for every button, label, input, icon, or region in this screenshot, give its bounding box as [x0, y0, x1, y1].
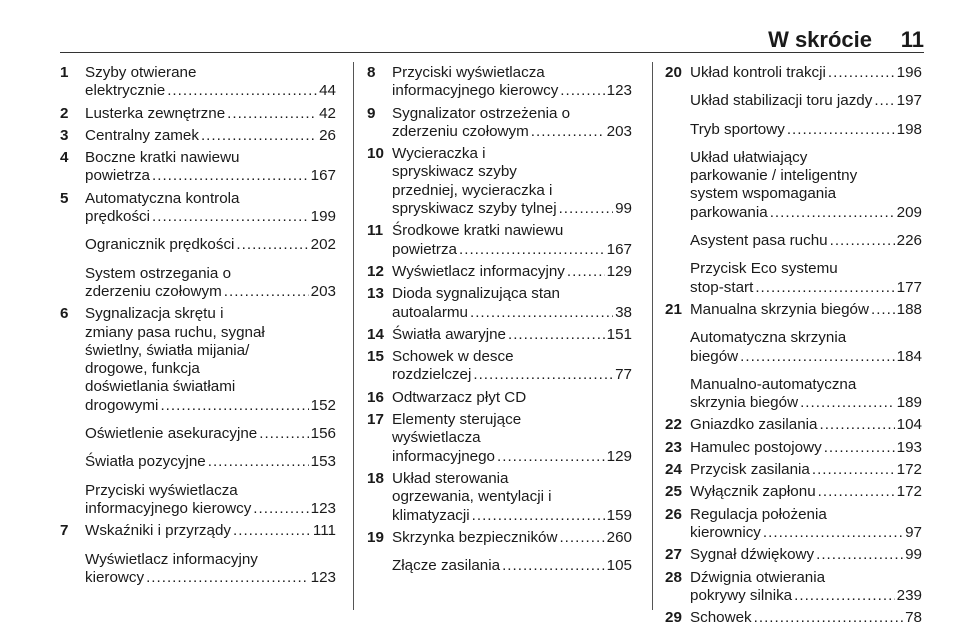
index-entry	[60, 265, 336, 302]
dot-leader	[224, 283, 309, 301]
dot-leader	[459, 241, 605, 259]
index-entry	[665, 609, 922, 627]
item-text-line: Centralny zamek	[85, 126, 199, 144]
item-description	[392, 263, 632, 281]
item-number	[60, 425, 85, 443]
item-text-line: wyświetlacza	[392, 429, 481, 447]
item-description	[392, 326, 632, 344]
item-description	[690, 461, 922, 479]
item-description	[85, 190, 336, 227]
item-description	[392, 389, 632, 407]
item-text-line: zderzeniu czołowym	[85, 282, 222, 300]
dot-leader	[800, 394, 895, 412]
item-text-line: zmiany pasa ruchu, sygnał	[85, 323, 265, 341]
page-reference: 167	[606, 240, 632, 258]
item-text-line: Lusterka zewnętrzne	[85, 104, 226, 122]
item-number	[665, 232, 690, 250]
dot-leader	[740, 348, 895, 366]
item-text-line: Automatyczna skrzynia	[690, 329, 847, 347]
dot-leader	[755, 279, 894, 297]
index-entry	[665, 506, 922, 543]
item-number: 8	[367, 64, 376, 81]
index-entry	[367, 470, 632, 525]
item-text-line: Złącze zasilania	[392, 557, 501, 575]
dot-leader	[146, 569, 309, 587]
item-description	[392, 222, 632, 259]
index-entry	[665, 301, 922, 319]
item-text-line: Tryb sportowy	[690, 120, 785, 138]
item-description	[690, 329, 922, 366]
item-description	[392, 470, 632, 525]
item-text-line: Ogranicznik prędkości	[85, 236, 235, 254]
page-reference: 153	[310, 453, 336, 471]
page-reference: 197	[896, 92, 922, 110]
item-number	[665, 92, 690, 110]
item-number	[60, 265, 85, 302]
page-reference: 105	[606, 557, 632, 575]
page-reference: 104	[896, 416, 922, 434]
index-entry	[60, 305, 336, 415]
page-reference: 129	[606, 262, 632, 280]
item-text-line: Gniazdko zasilania	[690, 416, 818, 434]
page-reference: 38	[615, 303, 632, 321]
item-text-line: Szyby otwierane	[85, 64, 197, 81]
page-reference: 44	[319, 82, 336, 100]
item-text-line: Układ sterowania	[392, 469, 509, 487]
index-entry	[367, 411, 632, 466]
index-entry	[367, 263, 632, 281]
index-entry	[665, 149, 922, 222]
item-text-line: Przyciski wyświetlacza	[85, 481, 238, 499]
index-entry	[367, 326, 632, 344]
page-reference: 156	[310, 425, 336, 443]
page-reference: 151	[606, 325, 632, 343]
page-reference: 239	[896, 586, 922, 604]
item-description	[690, 546, 922, 564]
item-text-line: Wskaźniki i przyrządy	[85, 522, 231, 540]
item-description	[690, 121, 922, 139]
page-reference: 129	[606, 447, 632, 465]
page-reference: 26	[319, 126, 336, 144]
item-text-line: kierowcy	[85, 568, 145, 586]
item-text-line: klimatyzacji	[392, 506, 470, 524]
item-number: 1	[60, 64, 69, 81]
index-entry	[665, 569, 922, 606]
index-entry	[665, 461, 922, 479]
item-description	[85, 453, 336, 471]
page-reference: 260	[606, 528, 632, 546]
item-description	[690, 92, 922, 110]
item-description	[392, 64, 632, 101]
item-number: 2	[60, 104, 69, 122]
item-text-line: Skrzynka bezpieczników	[392, 528, 558, 546]
dot-leader	[259, 425, 308, 443]
column-divider	[652, 62, 653, 610]
dot-leader	[560, 82, 604, 100]
item-number: 25	[665, 483, 682, 501]
item-number: 24	[665, 461, 682, 479]
item-description	[690, 569, 922, 606]
item-number: 11	[367, 222, 384, 240]
index-entry	[60, 425, 336, 443]
item-number: 27	[665, 546, 682, 564]
dot-leader	[559, 529, 604, 547]
dot-leader	[567, 263, 605, 281]
item-number: 20	[665, 64, 682, 81]
item-text-line: drogowymi	[85, 396, 159, 414]
item-text-line: świetlny, światła mijania/	[85, 341, 250, 359]
index-entry	[367, 389, 632, 407]
item-text-line: Hamulec postojowy	[690, 438, 822, 456]
index-entry	[60, 149, 336, 186]
item-description	[85, 551, 336, 588]
dot-leader	[816, 546, 903, 564]
dot-leader	[470, 304, 613, 322]
item-text-line: Boczne kratki nawiewu	[85, 149, 240, 167]
index-entry	[665, 64, 922, 82]
page-reference: 202	[310, 236, 336, 254]
item-text-line: Wycieraczka i	[392, 145, 486, 163]
item-text-line: Światła pozycyjne	[85, 453, 206, 471]
item-text-line: Dioda sygnalizująca stan	[392, 285, 561, 303]
page-reference: 42	[319, 104, 336, 122]
index-entry	[60, 105, 336, 123]
item-text-line: przedniej, wycieraczka i	[392, 181, 553, 199]
item-text-line: autoalarmu	[392, 303, 468, 321]
item-text-line: spryskiwacz szyby tylnej	[392, 200, 557, 218]
item-number	[665, 260, 690, 297]
item-text-line: Układ stabilizacji toru jazdy	[690, 92, 873, 110]
item-number: 29	[665, 609, 682, 627]
item-text-line: Automatyczna kontrola	[85, 189, 240, 207]
dot-leader	[201, 127, 317, 145]
item-text-line: Manualna skrzynia biegów	[690, 300, 869, 318]
index-entry	[665, 546, 922, 564]
page-reference: 188	[896, 300, 922, 318]
item-number: 19	[367, 528, 384, 546]
item-number: 7	[60, 522, 69, 540]
index-entry	[60, 551, 336, 588]
index-entry	[367, 348, 632, 385]
item-text-line: parkowanie / inteligentny	[690, 167, 858, 185]
dot-leader	[763, 524, 903, 542]
column-divider	[353, 62, 354, 610]
index-entry	[367, 285, 632, 322]
item-description	[690, 64, 922, 82]
page-reference: 123	[310, 499, 336, 517]
item-description	[690, 149, 922, 222]
page-reference: 99	[905, 546, 922, 564]
item-text-line: Światła awaryjne	[392, 325, 506, 343]
item-text-line: zderzeniu czołowym	[392, 122, 529, 140]
item-description	[690, 609, 922, 627]
item-text-line: Odtwarzacz płyt CD	[392, 388, 527, 406]
item-number: 13	[367, 285, 384, 303]
item-number	[60, 551, 85, 588]
dot-leader	[253, 500, 308, 518]
dot-leader	[152, 167, 309, 185]
dot-leader	[874, 92, 894, 110]
item-description	[85, 265, 336, 302]
item-number	[367, 557, 392, 575]
item-text-line: drogowe, funkcja	[85, 360, 200, 378]
page-reference: 196	[896, 64, 922, 81]
item-description	[690, 232, 922, 250]
item-description	[85, 236, 336, 254]
item-text-line: Układ kontroli trakcji	[690, 64, 826, 81]
item-text-line: informacyjnego	[392, 447, 495, 465]
item-text-line: parkowania	[690, 203, 768, 221]
dot-leader	[497, 448, 605, 466]
item-number: 15	[367, 348, 384, 366]
index-column-1	[60, 64, 336, 591]
item-number: 22	[665, 416, 682, 434]
dot-leader	[167, 82, 317, 100]
item-number: 4	[60, 149, 69, 167]
index-entry	[60, 482, 336, 519]
item-description	[690, 376, 922, 413]
index-column-2	[367, 64, 632, 579]
item-description	[85, 105, 336, 123]
item-number: 9	[367, 104, 376, 122]
dot-leader	[812, 461, 895, 479]
item-text-line: Schowek	[690, 609, 752, 627]
page-reference: 184	[896, 347, 922, 365]
item-number	[60, 482, 85, 519]
item-number: 6	[60, 305, 69, 323]
item-text-line: Wyświetlacz informacyjny	[392, 262, 565, 280]
item-text-line: Sygnalizator ostrzeżenia o	[392, 104, 571, 122]
page-reference: 203	[310, 282, 336, 300]
page-number: 11	[900, 27, 924, 52]
item-text-line: kierownicy	[690, 523, 761, 541]
item-description	[392, 145, 632, 218]
dot-leader	[770, 204, 895, 222]
dot-leader	[830, 232, 895, 250]
index-entry	[60, 236, 336, 254]
item-text-line: powietrza	[392, 240, 457, 258]
item-number	[665, 149, 690, 222]
item-text-line: elektrycznie	[85, 82, 166, 100]
page-title: W skrócie	[768, 27, 872, 52]
index-entry	[665, 260, 922, 297]
dot-leader	[473, 366, 613, 384]
dot-leader	[787, 121, 895, 139]
item-number: 23	[665, 438, 682, 456]
dot-leader	[152, 208, 309, 226]
index-entry	[60, 453, 336, 471]
page-reference: 99	[615, 200, 632, 218]
item-number	[665, 329, 690, 366]
page-reference: 152	[310, 396, 336, 414]
item-text-line: Przyciski wyświetlacza	[392, 64, 545, 81]
page-reference: 123	[606, 82, 632, 100]
dot-leader	[208, 453, 309, 471]
dot-leader	[472, 507, 605, 525]
index-entry	[665, 416, 922, 434]
dot-leader	[794, 587, 895, 605]
page-header	[60, 24, 924, 53]
page-reference: 172	[896, 483, 922, 501]
index-entry	[60, 64, 336, 101]
index-entry	[60, 127, 336, 145]
item-number	[665, 121, 690, 139]
item-text-line: Regulacja położenia	[690, 505, 827, 523]
item-text-line: Elementy sterujące	[392, 411, 522, 429]
index-entry	[665, 92, 922, 110]
page-reference: 189	[896, 394, 922, 412]
item-description	[690, 260, 922, 297]
item-text-line: Manualno-automatyczna	[690, 375, 857, 393]
item-text-line: Wyłącznik zapłonu	[690, 483, 816, 501]
item-text-line: rozdzielczej	[392, 366, 472, 384]
item-text-line: Oświetlenie asekuracyjne	[85, 425, 258, 443]
item-number: 14	[367, 325, 384, 343]
item-number: 12	[367, 262, 384, 280]
item-number: 18	[367, 469, 384, 487]
item-description	[392, 285, 632, 322]
dot-leader	[160, 397, 308, 415]
item-description	[85, 425, 336, 443]
item-description	[85, 149, 336, 186]
item-number	[665, 376, 690, 413]
page-reference: 159	[606, 506, 632, 524]
item-description	[690, 483, 922, 501]
item-text-line: spryskiwacz szyby	[392, 163, 517, 181]
page-reference: 203	[606, 122, 632, 140]
dot-leader	[871, 301, 895, 319]
item-description	[690, 439, 922, 457]
page-reference: 226	[896, 232, 922, 250]
dot-leader	[819, 416, 894, 434]
item-number: 26	[665, 505, 682, 523]
item-text-line: ogrzewania, wentylacji i	[392, 488, 552, 506]
item-description	[392, 557, 632, 575]
item-text-line: Wyświetlacz informacyjny	[85, 550, 258, 568]
item-text-line: Przycisk Eco systemu	[690, 260, 838, 278]
item-description	[85, 522, 336, 540]
item-text-line: informacyjnego kierowcy	[392, 82, 559, 100]
page-reference: 177	[896, 278, 922, 296]
item-number: 5	[60, 189, 69, 207]
item-description	[690, 506, 922, 543]
dot-leader	[233, 522, 311, 540]
dot-leader	[502, 557, 605, 575]
item-description	[85, 305, 336, 415]
item-text-line: System ostrzegania o	[85, 264, 232, 282]
page-reference: 78	[905, 609, 922, 627]
dot-leader	[531, 123, 605, 141]
item-description	[392, 411, 632, 466]
item-text-line: Układ ułatwiający	[690, 148, 808, 166]
item-text-line: Dźwignia otwierania	[690, 568, 826, 586]
dot-leader	[754, 609, 903, 627]
item-number: 10	[367, 145, 384, 163]
index-entry	[367, 222, 632, 259]
index-entry	[665, 329, 922, 366]
item-text-line: system wspomagania	[690, 185, 837, 203]
item-text-line: Sygnał dźwiękowy	[690, 546, 815, 564]
page-reference: 167	[310, 167, 336, 185]
page-reference: 209	[896, 203, 922, 221]
index-column-3	[665, 64, 922, 631]
index-entry	[367, 557, 632, 575]
item-text-line: prędkości	[85, 208, 150, 226]
dot-leader	[236, 236, 308, 254]
index-entry	[367, 105, 632, 142]
index-entry	[367, 145, 632, 218]
item-text-line: Schowek w desce	[392, 348, 514, 366]
page-reference: 193	[896, 438, 922, 456]
item-number	[60, 453, 85, 471]
index-entry	[665, 121, 922, 139]
page-reference: 198	[896, 120, 922, 138]
item-text-line: Sygnalizacja skrętu i	[85, 305, 224, 323]
page-reference: 111	[312, 522, 336, 540]
item-text-line: doświetlania światłami	[85, 378, 236, 396]
index-entry	[367, 64, 632, 101]
page-reference: 199	[310, 208, 336, 226]
item-description	[690, 301, 922, 319]
item-text-line: skrzynia biegów	[690, 394, 799, 412]
item-description	[392, 105, 632, 142]
item-description	[85, 482, 336, 519]
item-text-line: Przycisk zasilania	[690, 461, 810, 479]
item-text-line: pokrywy silnika	[690, 586, 793, 604]
item-number: 17	[367, 411, 384, 429]
item-description	[85, 64, 336, 101]
page-reference: 123	[310, 568, 336, 586]
index-entry	[367, 529, 632, 547]
item-number: 3	[60, 126, 69, 144]
index-entry	[665, 232, 922, 250]
index-entry	[665, 376, 922, 413]
item-text-line: Asystent pasa ruchu	[690, 232, 828, 250]
dot-leader	[227, 105, 317, 123]
item-text-line: informacyjnego kierowcy	[85, 499, 252, 517]
item-text-line: stop-start	[690, 278, 754, 296]
page-reference: 172	[896, 461, 922, 479]
item-text-line: powietrza	[85, 167, 150, 185]
item-description	[85, 127, 336, 145]
item-number: 16	[367, 388, 384, 406]
dot-leader	[818, 483, 895, 501]
dot-leader	[828, 64, 895, 82]
page-reference: 97	[905, 523, 922, 541]
dot-leader	[559, 200, 614, 218]
item-description	[690, 416, 922, 434]
item-text-line: biegów	[690, 347, 739, 365]
item-number: 21	[665, 300, 682, 318]
item-number: 28	[665, 568, 682, 586]
item-number	[60, 236, 85, 254]
index-entry	[665, 439, 922, 457]
page-reference: 77	[615, 366, 632, 384]
item-description	[392, 348, 632, 385]
dot-leader	[824, 439, 895, 457]
index-entry	[60, 190, 336, 227]
item-description	[392, 529, 632, 547]
dot-leader	[508, 326, 605, 344]
index-entry	[665, 483, 922, 501]
index-entry	[60, 522, 336, 540]
item-text-line: Środkowe kratki nawiewu	[392, 222, 564, 240]
